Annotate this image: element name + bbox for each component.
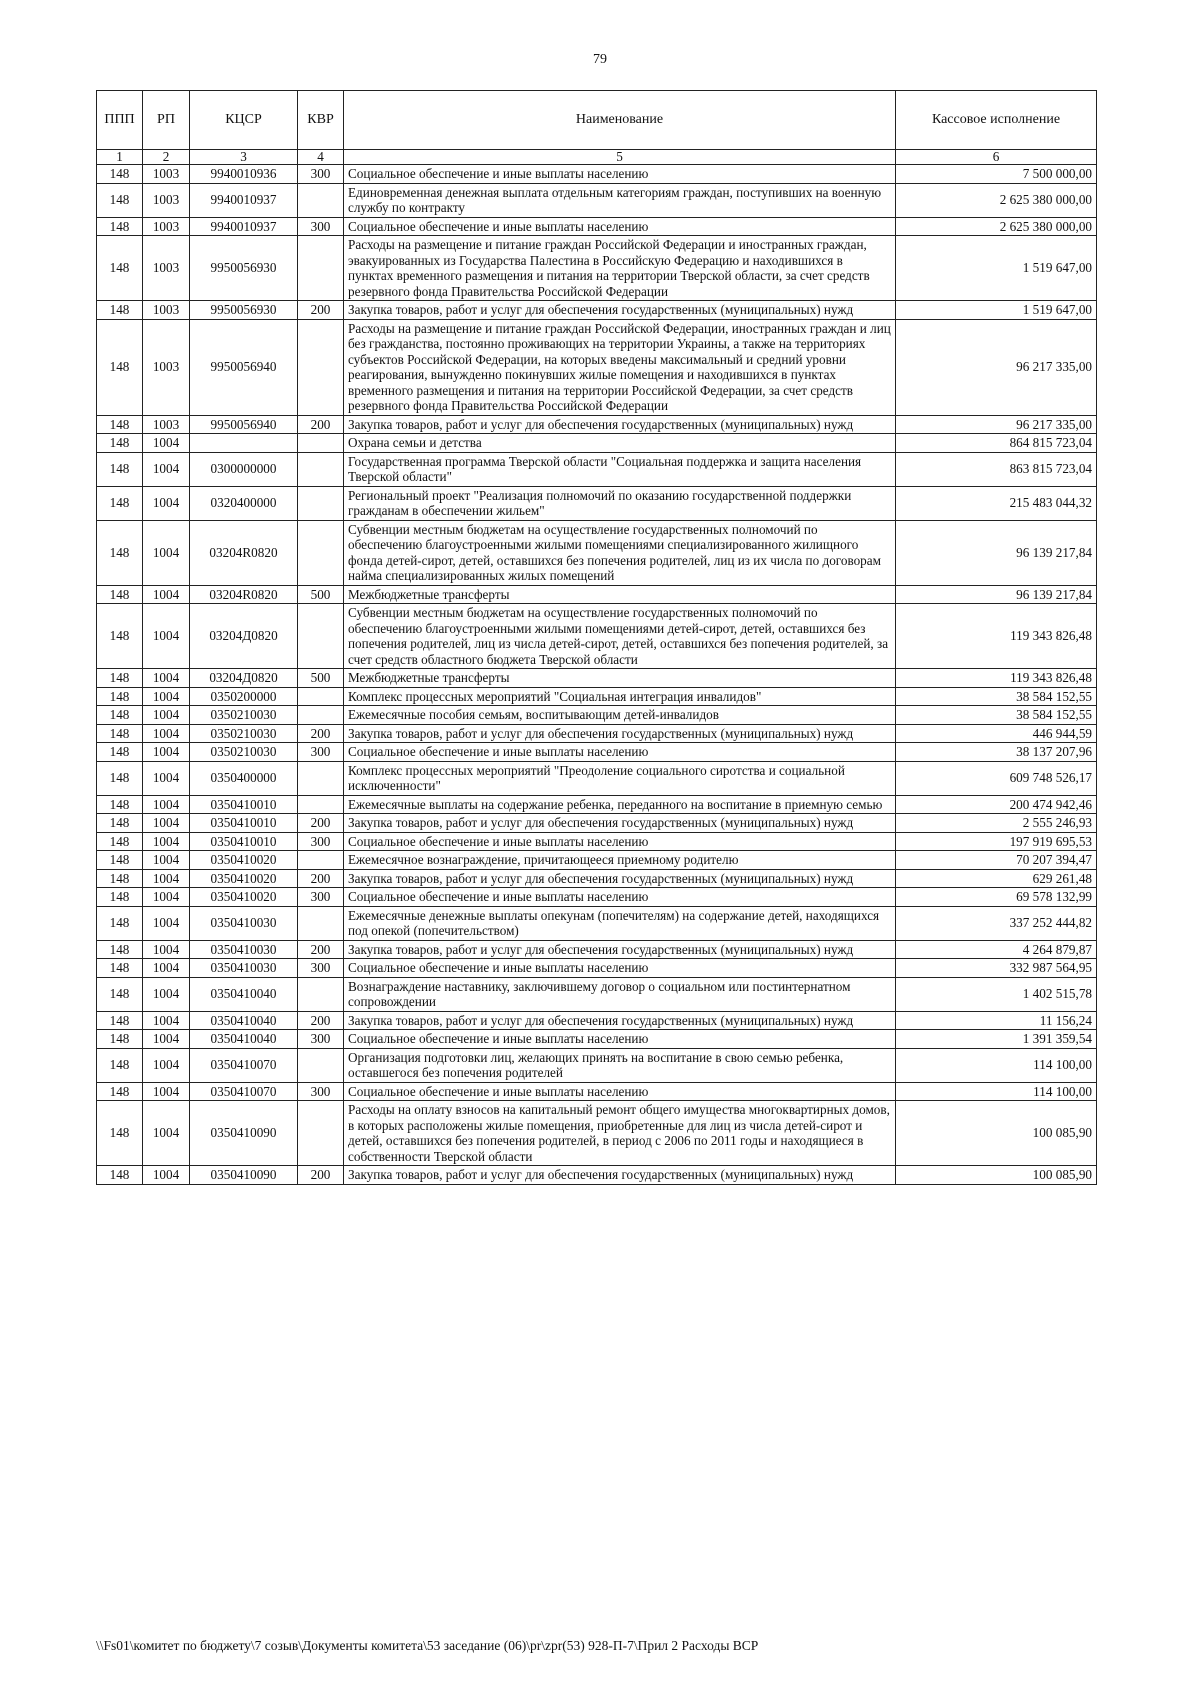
table-row bbox=[97, 977, 1097, 1011]
cell-kvr: 500 bbox=[298, 669, 344, 688]
table-row bbox=[97, 906, 1097, 940]
cell-kvr bbox=[298, 851, 344, 870]
cell-kvr bbox=[298, 486, 344, 520]
table-row bbox=[97, 724, 1097, 743]
cell-ppp: 148 bbox=[97, 940, 143, 959]
cell-ppp: 148 bbox=[97, 585, 143, 604]
cell-kvr: 300 bbox=[298, 743, 344, 762]
cell-name: Закупка товаров, работ и услуг для обеспечения государственных (муниципальных) нужд bbox=[344, 415, 896, 434]
cell-kcsr: 0350410090 bbox=[190, 1101, 298, 1166]
cell-kcsr: 03204R0820 bbox=[190, 585, 298, 604]
cell-kcsr: 0350410010 bbox=[190, 814, 298, 833]
cell-kvr bbox=[298, 183, 344, 217]
cell-ppp: 148 bbox=[97, 434, 143, 453]
cell-rp: 1004 bbox=[143, 1101, 190, 1166]
cell-kvr bbox=[298, 706, 344, 725]
cell-kcsr: 0350410090 bbox=[190, 1166, 298, 1185]
cell-kcsr: 0350410020 bbox=[190, 869, 298, 888]
table-row bbox=[97, 814, 1097, 833]
cell-amount: 197 919 695,53 bbox=[896, 832, 1097, 851]
cell-kcsr: 9950056930 bbox=[190, 236, 298, 301]
cell-kcsr: 03204R0820 bbox=[190, 520, 298, 585]
cell-kcsr: 0350410020 bbox=[190, 851, 298, 870]
cell-kvr: 200 bbox=[298, 415, 344, 434]
column-number: 6 bbox=[896, 150, 1097, 165]
cell-ppp: 148 bbox=[97, 1048, 143, 1082]
table-row bbox=[97, 1101, 1097, 1166]
header-kcsr: КЦСР bbox=[190, 91, 298, 150]
cell-kvr bbox=[298, 452, 344, 486]
cell-kcsr: 0350410040 bbox=[190, 1011, 298, 1030]
table-row bbox=[97, 520, 1097, 585]
cell-ppp: 148 bbox=[97, 851, 143, 870]
cell-ppp: 148 bbox=[97, 906, 143, 940]
cell-kcsr: 0350210030 bbox=[190, 724, 298, 743]
cell-rp: 1003 bbox=[143, 301, 190, 320]
table-row bbox=[97, 585, 1097, 604]
table-body bbox=[97, 165, 1097, 1185]
cell-rp: 1004 bbox=[143, 669, 190, 688]
table-row bbox=[97, 217, 1097, 236]
table-row bbox=[97, 940, 1097, 959]
cell-name: Охрана семьи и детства bbox=[344, 434, 896, 453]
cell-ppp: 148 bbox=[97, 1030, 143, 1049]
cell-amount: 114 100,00 bbox=[896, 1082, 1097, 1101]
table-row bbox=[97, 706, 1097, 725]
cell-name: Вознаграждение наставнику, заключившему договор о социальном или постинтернатном сопровождении bbox=[344, 977, 896, 1011]
table-row bbox=[97, 486, 1097, 520]
cell-amount: 215 483 044,32 bbox=[896, 486, 1097, 520]
cell-name: Межбюджетные трансферты bbox=[344, 585, 896, 604]
table-row bbox=[97, 236, 1097, 301]
cell-rp: 1004 bbox=[143, 520, 190, 585]
cell-name: Ежемесячное вознаграждение, причитающееся приемному родителю bbox=[344, 851, 896, 870]
cell-amount: 7 500 000,00 bbox=[896, 165, 1097, 184]
cell-name: Расходы на размещение и питание граждан Российской Федерации, иностранных граждан и лиц без гражданства, постоянно проживающих на территории Украины, а также на территориях субъектов Российской Федерации, на которых введены максимальный и средний уровни реагирования, вынужденно покинувших жилые помещения и находившихся в пунктах временного размещения и питания на территории Российской Федерации, за счет средств резервного фонда Правительства Российской Федерации bbox=[344, 319, 896, 415]
cell-kvr: 200 bbox=[298, 1166, 344, 1185]
table-row bbox=[97, 669, 1097, 688]
cell-kvr: 200 bbox=[298, 869, 344, 888]
table-row bbox=[97, 1011, 1097, 1030]
cell-rp: 1004 bbox=[143, 585, 190, 604]
cell-ppp: 148 bbox=[97, 795, 143, 814]
cell-kcsr: 9940010937 bbox=[190, 183, 298, 217]
cell-ppp: 148 bbox=[97, 888, 143, 907]
cell-kvr: 200 bbox=[298, 724, 344, 743]
cell-kcsr: 03204Д0820 bbox=[190, 669, 298, 688]
cell-ppp: 148 bbox=[97, 452, 143, 486]
table-row bbox=[97, 165, 1097, 184]
cell-kcsr: 03204Д0820 bbox=[190, 604, 298, 669]
cell-rp: 1004 bbox=[143, 977, 190, 1011]
cell-amount: 2 625 380 000,00 bbox=[896, 183, 1097, 217]
header-amount: Кассовое исполнение bbox=[896, 91, 1097, 150]
cell-kcsr: 0350400000 bbox=[190, 761, 298, 795]
table-row bbox=[97, 959, 1097, 978]
file-path-footer: \\Fs01\комитет по бюджету\7 созыв\Документы комитета\53 заседание (06)\pr\zpr(53) 928-П-7\Прил 2 Расходы ВСР bbox=[96, 1638, 759, 1653]
cell-rp: 1004 bbox=[143, 743, 190, 762]
table-row bbox=[97, 1030, 1097, 1049]
cell-kcsr: 0300000000 bbox=[190, 452, 298, 486]
cell-kvr bbox=[298, 319, 344, 415]
cell-amount: 96 139 217,84 bbox=[896, 585, 1097, 604]
cell-kcsr: 0350410010 bbox=[190, 832, 298, 851]
cell-ppp: 148 bbox=[97, 604, 143, 669]
cell-amount: 2 555 246,93 bbox=[896, 814, 1097, 833]
cell-rp: 1004 bbox=[143, 604, 190, 669]
cell-amount: 863 815 723,04 bbox=[896, 452, 1097, 486]
cell-amount: 96 217 335,00 bbox=[896, 319, 1097, 415]
cell-amount: 332 987 564,95 bbox=[896, 959, 1097, 978]
cell-rp: 1004 bbox=[143, 851, 190, 870]
column-number: 4 bbox=[298, 150, 344, 165]
cell-kvr bbox=[298, 236, 344, 301]
cell-rp: 1003 bbox=[143, 165, 190, 184]
column-number: 2 bbox=[143, 150, 190, 165]
cell-rp: 1003 bbox=[143, 415, 190, 434]
cell-rp: 1004 bbox=[143, 1082, 190, 1101]
cell-name: Расходы на оплату взносов на капитальный ремонт общего имущества многоквартирных домов, в которых расположены жилые помещения, приобретенные для лиц из числа детей-сирот и детей, оставшихся без попечения родителей, в период с 2006 по 2011 годы и находящиеся в собственности Тверской области bbox=[344, 1101, 896, 1166]
cell-amount: 70 207 394,47 bbox=[896, 851, 1097, 870]
cell-kcsr bbox=[190, 434, 298, 453]
table-row bbox=[97, 832, 1097, 851]
cell-rp: 1004 bbox=[143, 795, 190, 814]
cell-amount: 200 474 942,46 bbox=[896, 795, 1097, 814]
cell-rp: 1004 bbox=[143, 687, 190, 706]
cell-ppp: 148 bbox=[97, 301, 143, 320]
column-number: 1 bbox=[97, 150, 143, 165]
cell-ppp: 148 bbox=[97, 1101, 143, 1166]
cell-ppp: 148 bbox=[97, 869, 143, 888]
cell-name: Социальное обеспечение и иные выплаты населению bbox=[344, 165, 896, 184]
cell-ppp: 148 bbox=[97, 977, 143, 1011]
cell-rp: 1003 bbox=[143, 236, 190, 301]
table-row bbox=[97, 743, 1097, 762]
cell-kvr bbox=[298, 1101, 344, 1166]
cell-kvr: 200 bbox=[298, 814, 344, 833]
cell-name: Комплекс процессных мероприятий "Преодоление социального сиротства и социальной исключенности" bbox=[344, 761, 896, 795]
header-row bbox=[97, 91, 1097, 150]
cell-kcsr: 9950056940 bbox=[190, 319, 298, 415]
cell-name: Единовременная денежная выплата отдельным категориям граждан, поступивших на военную службу по контракту bbox=[344, 183, 896, 217]
cell-rp: 1003 bbox=[143, 217, 190, 236]
cell-name: Организация подготовки лиц, желающих принять на воспитание в свою семью ребенка, оставшегося без попечения родителей bbox=[344, 1048, 896, 1082]
table-row bbox=[97, 795, 1097, 814]
cell-kcsr: 0350410040 bbox=[190, 977, 298, 1011]
cell-kvr bbox=[298, 906, 344, 940]
cell-ppp: 148 bbox=[97, 236, 143, 301]
cell-kvr bbox=[298, 977, 344, 1011]
cell-amount: 38 584 152,55 bbox=[896, 687, 1097, 706]
table-row bbox=[97, 452, 1097, 486]
cell-name: Социальное обеспечение и иные выплаты населению bbox=[344, 1082, 896, 1101]
table-row bbox=[97, 851, 1097, 870]
cell-name: Расходы на размещение и питание граждан Российской Федерации и иностранных граждан, эвакуированных из Государства Палестина в Российскую Федерацию и находившихся в пунктах временного размещения и питания на территории Тверской области, за счет средств резервного фонда Правительства Российской Федерации bbox=[344, 236, 896, 301]
cell-name: Социальное обеспечение и иные выплаты населению bbox=[344, 832, 896, 851]
cell-name: Субвенции местным бюджетам на осуществление государственных полномочий по обеспечению благоустроенными жилыми помещениями детей-сирот, детей, оставшихся без попечения родителей, лиц из числа детей-сирот, детей, оставшихся без попечения родителей, за счет средств областного бюджета Тверской области bbox=[344, 604, 896, 669]
cell-name: Межбюджетные трансферты bbox=[344, 669, 896, 688]
cell-amount: 629 261,48 bbox=[896, 869, 1097, 888]
cell-rp: 1004 bbox=[143, 1011, 190, 1030]
cell-rp: 1004 bbox=[143, 1030, 190, 1049]
cell-name: Государственная программа Тверской области "Социальная поддержка и защита населения Тверской области" bbox=[344, 452, 896, 486]
header-kvr: КВР bbox=[298, 91, 344, 150]
cell-kvr bbox=[298, 604, 344, 669]
cell-kcsr: 0350200000 bbox=[190, 687, 298, 706]
budget-table bbox=[96, 90, 1097, 1185]
cell-kvr: 200 bbox=[298, 301, 344, 320]
table-row bbox=[97, 687, 1097, 706]
cell-amount: 114 100,00 bbox=[896, 1048, 1097, 1082]
cell-name: Социальное обеспечение и иные выплаты населению bbox=[344, 217, 896, 236]
cell-amount: 100 085,90 bbox=[896, 1101, 1097, 1166]
cell-kvr bbox=[298, 761, 344, 795]
header-rp: РП bbox=[143, 91, 190, 150]
cell-name: Закупка товаров, работ и услуг для обеспечения государственных (муниципальных) нужд bbox=[344, 1166, 896, 1185]
cell-name: Ежемесячные выплаты на содержание ребенка, переданного на воспитание в приемную семью bbox=[344, 795, 896, 814]
cell-kvr: 500 bbox=[298, 585, 344, 604]
cell-amount: 1 402 515,78 bbox=[896, 977, 1097, 1011]
cell-rp: 1004 bbox=[143, 1048, 190, 1082]
cell-rp: 1004 bbox=[143, 1166, 190, 1185]
cell-kcsr: 0350410030 bbox=[190, 959, 298, 978]
cell-ppp: 148 bbox=[97, 217, 143, 236]
cell-amount: 864 815 723,04 bbox=[896, 434, 1097, 453]
cell-rp: 1004 bbox=[143, 761, 190, 795]
cell-kcsr: 0350210030 bbox=[190, 706, 298, 725]
cell-amount: 96 139 217,84 bbox=[896, 520, 1097, 585]
table-row bbox=[97, 434, 1097, 453]
cell-amount: 609 748 526,17 bbox=[896, 761, 1097, 795]
cell-ppp: 148 bbox=[97, 486, 143, 520]
cell-rp: 1004 bbox=[143, 706, 190, 725]
cell-amount: 96 217 335,00 bbox=[896, 415, 1097, 434]
cell-name: Социальное обеспечение и иные выплаты населению bbox=[344, 1030, 896, 1049]
cell-kcsr: 0350410070 bbox=[190, 1048, 298, 1082]
cell-ppp: 148 bbox=[97, 724, 143, 743]
table-row bbox=[97, 1082, 1097, 1101]
cell-amount: 38 584 152,55 bbox=[896, 706, 1097, 725]
cell-name: Социальное обеспечение и иные выплаты населению bbox=[344, 743, 896, 762]
cell-amount: 38 137 207,96 bbox=[896, 743, 1097, 762]
cell-rp: 1004 bbox=[143, 814, 190, 833]
cell-kvr: 300 bbox=[298, 959, 344, 978]
cell-kvr: 300 bbox=[298, 832, 344, 851]
cell-rp: 1004 bbox=[143, 832, 190, 851]
cell-ppp: 148 bbox=[97, 1082, 143, 1101]
cell-name: Закупка товаров, работ и услуг для обеспечения государственных (муниципальных) нужд bbox=[344, 301, 896, 320]
cell-name: Субвенции местным бюджетам на осуществление государственных полномочий по обеспечению благоустроенными жилыми помещениями специализированного жилищного фонда детей-сирот, детей, оставшихся без попечения родителей, лиц из их числа по договорам найма специализированных жилых помещений bbox=[344, 520, 896, 585]
cell-ppp: 148 bbox=[97, 706, 143, 725]
cell-kcsr: 9950056940 bbox=[190, 415, 298, 434]
cell-amount: 2 625 380 000,00 bbox=[896, 217, 1097, 236]
cell-rp: 1004 bbox=[143, 888, 190, 907]
table-row bbox=[97, 183, 1097, 217]
cell-kvr bbox=[298, 434, 344, 453]
cell-kcsr: 0350410030 bbox=[190, 940, 298, 959]
cell-rp: 1004 bbox=[143, 434, 190, 453]
cell-amount: 4 264 879,87 bbox=[896, 940, 1097, 959]
cell-kvr bbox=[298, 1048, 344, 1082]
cell-name: Закупка товаров, работ и услуг для обеспечения государственных (муниципальных) нужд bbox=[344, 814, 896, 833]
cell-kvr: 300 bbox=[298, 165, 344, 184]
cell-name: Закупка товаров, работ и услуг для обеспечения государственных (муниципальных) нужд bbox=[344, 940, 896, 959]
cell-amount: 11 156,24 bbox=[896, 1011, 1097, 1030]
cell-kcsr: 0350410010 bbox=[190, 795, 298, 814]
page-number: 79 bbox=[593, 52, 607, 67]
cell-kvr bbox=[298, 687, 344, 706]
cell-amount: 1 519 647,00 bbox=[896, 236, 1097, 301]
column-number: 5 bbox=[344, 150, 896, 165]
table-row bbox=[97, 301, 1097, 320]
cell-ppp: 148 bbox=[97, 761, 143, 795]
cell-ppp: 148 bbox=[97, 183, 143, 217]
table-row bbox=[97, 1166, 1097, 1185]
cell-amount: 119 343 826,48 bbox=[896, 669, 1097, 688]
cell-name: Социальное обеспечение и иные выплаты населению bbox=[344, 959, 896, 978]
cell-name: Социальное обеспечение и иные выплаты населению bbox=[344, 888, 896, 907]
cell-rp: 1004 bbox=[143, 906, 190, 940]
cell-amount: 100 085,90 bbox=[896, 1166, 1097, 1185]
cell-kvr: 200 bbox=[298, 1011, 344, 1030]
cell-kvr: 300 bbox=[298, 217, 344, 236]
table-row bbox=[97, 319, 1097, 415]
cell-amount: 1 519 647,00 bbox=[896, 301, 1097, 320]
cell-kcsr: 0350410030 bbox=[190, 906, 298, 940]
cell-ppp: 148 bbox=[97, 415, 143, 434]
cell-kvr: 300 bbox=[298, 1030, 344, 1049]
cell-ppp: 148 bbox=[97, 959, 143, 978]
cell-amount: 337 252 444,82 bbox=[896, 906, 1097, 940]
cell-kcsr: 0350210030 bbox=[190, 743, 298, 762]
column-number: 3 bbox=[190, 150, 298, 165]
cell-ppp: 148 bbox=[97, 832, 143, 851]
header-ppp: ППП bbox=[97, 91, 143, 150]
cell-kcsr: 0350410040 bbox=[190, 1030, 298, 1049]
cell-rp: 1004 bbox=[143, 959, 190, 978]
cell-name: Региональный проект "Реализация полномочий по оказанию государственной поддержки гражданам в обеспечении жильем" bbox=[344, 486, 896, 520]
cell-name: Комплекс процессных мероприятий "Социальная интеграция инвалидов" bbox=[344, 687, 896, 706]
cell-rp: 1003 bbox=[143, 319, 190, 415]
table-row bbox=[97, 761, 1097, 795]
cell-rp: 1004 bbox=[143, 724, 190, 743]
cell-rp: 1004 bbox=[143, 869, 190, 888]
cell-kcsr: 9940010936 bbox=[190, 165, 298, 184]
cell-kvr: 300 bbox=[298, 1082, 344, 1101]
cell-kvr bbox=[298, 795, 344, 814]
cell-kcsr: 0320400000 bbox=[190, 486, 298, 520]
cell-amount: 1 391 359,54 bbox=[896, 1030, 1097, 1049]
cell-kcsr: 0350410070 bbox=[190, 1082, 298, 1101]
cell-ppp: 148 bbox=[97, 1166, 143, 1185]
cell-ppp: 148 bbox=[97, 814, 143, 833]
cell-rp: 1003 bbox=[143, 183, 190, 217]
table-row bbox=[97, 888, 1097, 907]
cell-amount: 446 944,59 bbox=[896, 724, 1097, 743]
cell-rp: 1004 bbox=[143, 486, 190, 520]
table-row bbox=[97, 1048, 1097, 1082]
table-row bbox=[97, 604, 1097, 669]
cell-kvr: 200 bbox=[298, 940, 344, 959]
cell-rp: 1004 bbox=[143, 940, 190, 959]
cell-amount: 119 343 826,48 bbox=[896, 604, 1097, 669]
cell-ppp: 148 bbox=[97, 319, 143, 415]
cell-name: Закупка товаров, работ и услуг для обеспечения государственных (муниципальных) нужд bbox=[344, 724, 896, 743]
cell-kcsr: 0350410020 bbox=[190, 888, 298, 907]
cell-rp: 1004 bbox=[143, 452, 190, 486]
cell-kcsr: 9950056930 bbox=[190, 301, 298, 320]
cell-ppp: 148 bbox=[97, 669, 143, 688]
cell-name: Закупка товаров, работ и услуг для обеспечения государственных (муниципальных) нужд bbox=[344, 869, 896, 888]
cell-kvr: 300 bbox=[298, 888, 344, 907]
cell-ppp: 148 bbox=[97, 165, 143, 184]
header-name: Наименование bbox=[344, 91, 896, 150]
cell-ppp: 148 bbox=[97, 687, 143, 706]
cell-name: Закупка товаров, работ и услуг для обеспечения государственных (муниципальных) нужд bbox=[344, 1011, 896, 1030]
cell-kvr bbox=[298, 520, 344, 585]
cell-name: Ежемесячные денежные выплаты опекунам (попечителям) на содержание детей, находящихся под опекой (попечительством) bbox=[344, 906, 896, 940]
cell-name: Ежемесячные пособия семьям, воспитывающим детей-инвалидов bbox=[344, 706, 896, 725]
column-number-row bbox=[97, 150, 1097, 165]
table-row bbox=[97, 415, 1097, 434]
cell-ppp: 148 bbox=[97, 1011, 143, 1030]
cell-amount: 69 578 132,99 bbox=[896, 888, 1097, 907]
table-row bbox=[97, 869, 1097, 888]
cell-ppp: 148 bbox=[97, 743, 143, 762]
cell-kcsr: 9940010937 bbox=[190, 217, 298, 236]
cell-ppp: 148 bbox=[97, 520, 143, 585]
